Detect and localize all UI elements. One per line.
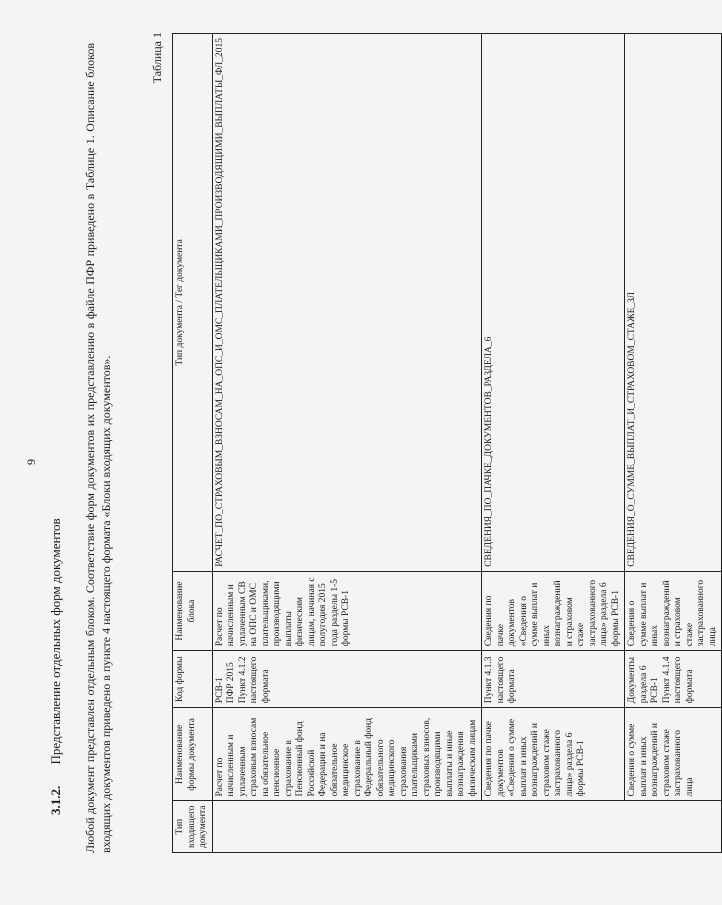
documents-table <box>172 33 722 853</box>
table-row <box>212 34 482 853</box>
header-form-name: Наименование формы документа <box>173 708 213 801</box>
table-row <box>482 34 625 853</box>
header-form-code: Код формы <box>173 651 213 708</box>
header-doc-tag: Тип документа / Тег документа <box>173 34 213 572</box>
form-name-cell: Расчет по начисленным и уплаченным страховым взносам на обязательное пенсионное страхование в Пенсионный фонд Российской Федерации и на обязательное медицинское страхование в Федеральный фонд обязательного медицинского страхования плательщиками страховых взносов, производящими выплаты и иные вознаграждения физическим лицам <box>212 708 482 801</box>
format-clause: Пункт 4.1.3 настоящего формата <box>484 656 517 704</box>
header-incoming-type: Тип входящего документа <box>173 801 213 853</box>
table-row <box>625 34 722 853</box>
format-clause: Пункт 4.1.2 настоящего формата <box>237 656 271 704</box>
page-number: 9 <box>24 459 38 465</box>
table-label: Таблица 1 <box>150 32 164 84</box>
incoming-type-cell <box>212 801 722 853</box>
section-number: 3.1.2. <box>48 785 63 815</box>
form-code-cell <box>482 651 625 708</box>
form-code: РСВ-1 ПФР 2015 <box>214 662 236 704</box>
block-name-cell: Расчет по начисленным и уплаченным СВ на ОПС и ОМС плательщиками, производящими выплаты физическим лицам, начиная с полугодия 2015 года разделы 1-5 формы РСВ-1 <box>212 571 482 651</box>
form-name-cell: Сведения по пачке документов «Сведения о сумме выплат и иных вознаграждений и страховом стаже застрахованного лица» раздела 6 формы РСВ-1 <box>482 708 625 801</box>
form-code-cell <box>625 651 722 708</box>
section-heading <box>48 518 64 815</box>
table-header-row <box>173 34 213 853</box>
form-code: Документы раздела 6 РСВ-1 <box>627 657 660 704</box>
doc-tag-cell: РАСЧЕТ_ПО_СТРАХОВЫМ_ВЗНОСАМ_НА_ОПС_И_ОМС_ПЛАТЕЛЬЩИКАМИ_ПРОИЗВОДЯЩИМИ_ВЫПЛАТЫ_ФЛ_2015 <box>212 34 482 572</box>
section-title: Представление отдельных форм документов <box>48 518 63 765</box>
form-name-cell: Сведения о сумме выплат и иных вознаграждений и страховом стаже застрахованного лица <box>625 708 722 801</box>
block-name-cell: Сведения по пачке документов «Сведения о сумме выплат и иных вознаграждений и страховом стаже застрахованного лица» раздела 6 формы РСВ-1 <box>482 571 625 651</box>
doc-tag-cell: СВЕДЕНИЯ_ПО_ПАЧКЕ_ДОКУМЕНТОВ_РАЗДЕЛА_6 <box>482 34 625 572</box>
form-code-cell <box>212 651 482 708</box>
block-name-cell: Сведения о сумме выплат и иных вознаграждений и страховом стаже застрахованного лица <box>625 571 722 651</box>
intro-paragraph: Любой документ представлен отдельным блоком. Соответствие форм документов их представлению в файле ПФР приведено в Таблице 1. Описание блоков входящих документов приведено в пункте 4 настоящего формата «Блоки входящих документов». <box>83 43 113 853</box>
doc-tag-cell: СВЕДЕНИЯ_О_СУММЕ_ВЫПЛАТ_И_СТРАХОВОМ_СТАЖЕ_ЗЛ <box>625 34 722 572</box>
header-block-name: Наименование блока <box>173 571 213 651</box>
format-clause: Пункт 4.1.4 настоящего формата <box>661 656 695 704</box>
